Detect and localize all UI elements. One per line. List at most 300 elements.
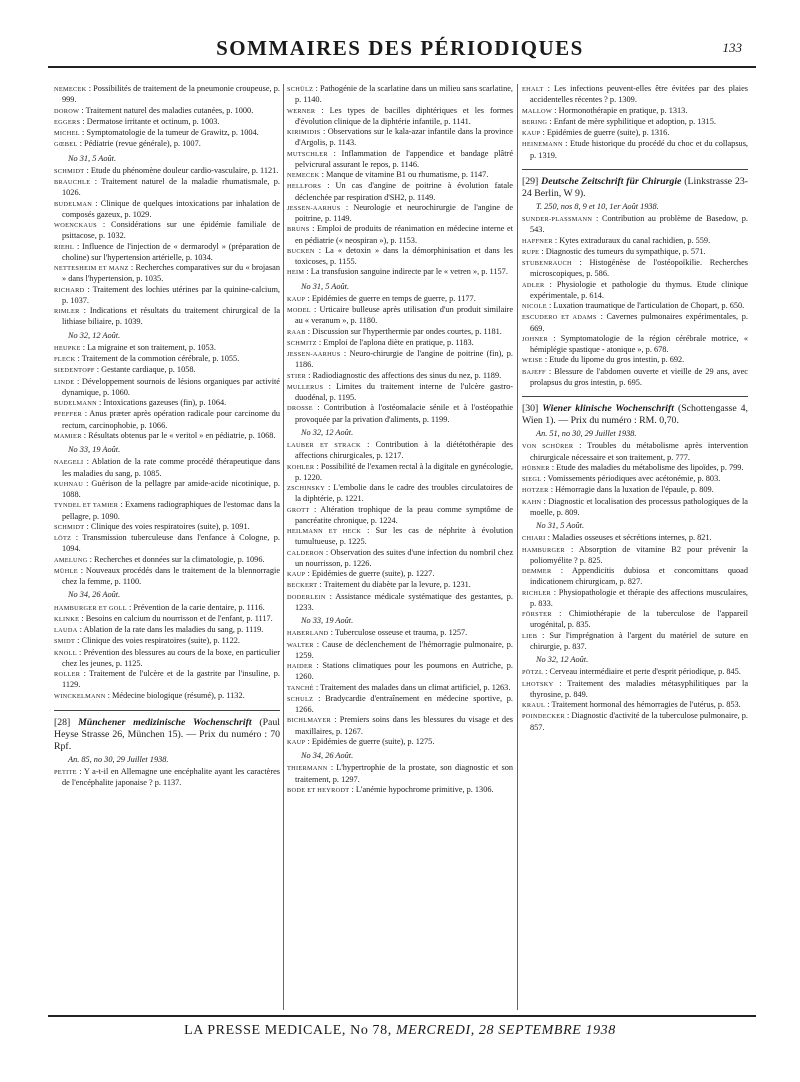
article-entry (522, 700, 748, 711)
article-title: : La « detoxin » dans la démorphinisation et dans les toxicoses, p. 1155. (295, 245, 513, 266)
article-title: : Cerveau intermédiaire et perte d'esprit périodique, p. 845. (545, 667, 741, 677)
author-name: HELLFORS (287, 183, 322, 191)
article-entry (54, 648, 280, 670)
article-entry (54, 306, 280, 328)
article-title: : Observation des suites d'une infection du nombril chez un nourrisson, p. 1226. (295, 547, 513, 568)
article-title: : Etude historique du procédé du choc et du collapsus, p. 1319. (530, 139, 749, 160)
article-title: : Maladies osseuses et sécrétions internes, p. 821. (547, 533, 712, 543)
section-rule (522, 396, 748, 397)
article-entry (54, 614, 280, 625)
journal-number: [29] (522, 175, 539, 187)
article-title: : Considérations sur une épidémie familiale de psittacose, p. 1032. (62, 220, 281, 241)
author-name: HEILMANN ET HECK (287, 528, 362, 535)
article-title: : Influence de l'injection de « dermarodyl » (préparation de choline) sur l'hypertension artérielle, p. 1034. (62, 241, 281, 262)
article-entry (54, 636, 280, 647)
article-title: : Un cas d'angine de poitrine à évolution fatale déclenchée par respiration d'SH2, p. 1149. (295, 181, 513, 202)
article-title: : Possibilité de l'examen rectal à la digitale en gynécologie, p. 1220. (295, 461, 513, 482)
author-name: GROTT (287, 506, 310, 514)
article-title: : Hémorragie dans la luxation de l'épaule, p. 809. (550, 485, 714, 495)
article-title: : Contribution à l'ostéomalacie sénile et à l'ostéopathie provoquée par la privation d'aliments, p. 1199. (295, 403, 513, 424)
article-title: : L'embolie dans le cadre des troubles circulatoires de la diphtérie, p. 1221. (295, 483, 513, 504)
article-title: : Neurologie et neurochirurgie de l'angine de poitrine, p. 1149. (295, 202, 513, 223)
author-name: EGGERS (54, 118, 81, 126)
article-entry (287, 580, 513, 591)
article-title: : Inflammation de l'appendice et bandage plâtré pelvicrural assurant le repos, p. 1146. (295, 148, 513, 169)
article-title: : La migraine et son traitement, p. 1053. (82, 342, 216, 352)
author-name: DODERLEIN (287, 593, 326, 601)
author-name: ROLLER (54, 671, 81, 678)
article-title: : Gestante cardiaque, p. 1058. (96, 365, 196, 375)
article-entry (287, 628, 513, 639)
volume-line: T. 250, nos 8, 9 et 10, 1er Août 1938. (536, 201, 659, 211)
author-name: SCHMIDT (54, 167, 85, 175)
issue-heading: No 32, 12 Août. (68, 330, 121, 340)
author-name: DOROW (54, 107, 80, 115)
article-entry (522, 334, 748, 356)
author-name: RIMLER (54, 308, 80, 315)
article-title: : Sur les cas de néphrite à évolution tumultueuse, p. 1225. (295, 526, 513, 547)
author-name: MICHEL (54, 130, 80, 137)
article-entry (287, 661, 513, 683)
article-title: : L'hypertrophie de la prostate, son diagnostic et son traitement, p. 1297. (295, 763, 513, 784)
article-title: : Altération trophique de la peau comme symptôme de pancréatite chronique, p. 1224. (295, 504, 513, 525)
author-name: BUDELMANN (54, 400, 97, 407)
footer-rule (48, 1015, 756, 1017)
author-name: DROSSE (287, 405, 313, 413)
article-title: : Cavernes pulmonaires expérimentales, p. 669. (530, 312, 748, 333)
article-title: : Traitement des lochies utérines par la quinine-calcium, p. 1037. (62, 284, 281, 305)
author-name: WALTER (287, 641, 314, 649)
article-entry (287, 305, 513, 327)
author-name: CALDERON (287, 549, 324, 557)
column-divider (283, 84, 284, 1010)
article-title: : Résultats obtenus par le « veritol » en pédiatrie, p. 1068. (83, 430, 276, 440)
article-entry (287, 149, 513, 171)
journal-name: Münchener medizinische Wochenschrift (78, 716, 252, 728)
article-entry (54, 220, 280, 242)
author-name: SIEDENTOPF (54, 367, 95, 375)
article-entry (54, 285, 280, 307)
author-name: PFEFFER (54, 411, 83, 419)
article-entry (522, 117, 748, 128)
author-name: STUBENRAUCH (522, 260, 572, 267)
article-entry (54, 117, 280, 128)
journal-header (522, 176, 748, 200)
author-name: BRUNS (287, 226, 310, 234)
page-title: SOMMAIRES DES PÉRIODIQUES (216, 36, 584, 60)
author-name: HOTZER (522, 487, 549, 495)
article-title: : Bradycardie d'entraînement en médecine sportive, p. 1266. (295, 693, 514, 714)
author-name: KUHNAU (54, 480, 84, 488)
issue-heading: No 33, 19 Août. (301, 616, 354, 625)
author-name: HAMBURGER ET GOLL (54, 604, 127, 612)
article-entry (287, 127, 513, 149)
author-name: NICOLE (522, 303, 547, 310)
article-entry (54, 166, 280, 177)
article-entry (522, 545, 748, 567)
article-entry (54, 603, 280, 614)
article-title: : Transmission tuberculeuse dans l'enfance à Cologne, p. 1094. (62, 533, 280, 554)
article-title: : Y a-t-il en Allemagne une encéphalite ayant les caractères de l'encéphalite japonaise ? p. 1137. (62, 767, 281, 788)
article-title: : Traitement des malades dans un climat artificiel, p. 1263. (315, 682, 511, 692)
article-entry (522, 312, 748, 334)
article-entry (54, 691, 280, 702)
article-entry (287, 246, 513, 268)
author-name: MODEL (287, 307, 311, 314)
article-entry (287, 371, 513, 382)
author-name: RICHARD (54, 286, 85, 294)
article-entry (54, 398, 280, 409)
article-entry (287, 737, 513, 748)
issue-heading: No 32, 12 Août. (536, 655, 589, 664)
author-name: KIRIMIDIS (287, 129, 321, 136)
article-title: : Traitement hormonal des hémorragies de l'utérus, p. 853. (547, 700, 741, 709)
article-entry (522, 497, 748, 519)
article-entry (522, 474, 748, 485)
article-title: : Guérison de la pellagre par amide-acide nicotinique, p. 1088. (62, 478, 281, 499)
author-name: LAUBER ET STRACK (287, 442, 361, 449)
author-name: BUCKEN (287, 247, 315, 255)
article-entry (54, 263, 280, 285)
author-name: KRAUL (522, 702, 546, 709)
author-name: WOENCKAUS (54, 222, 97, 229)
author-name: KLINKE (54, 615, 80, 623)
author-name: TYNDEL ET TAMIER (54, 502, 119, 510)
article-entry (522, 679, 748, 701)
author-name: MAMIER (54, 432, 82, 440)
article-title: : Ablation de la rate comme procédé thérapeutique dans les maladies du sang, p. 1085. (62, 457, 281, 478)
author-name: SCHMITZ (287, 339, 317, 347)
author-name: HABERLAND (287, 630, 329, 638)
author-name: ADLER (522, 281, 545, 289)
journal-number: [30] (522, 403, 539, 414)
article-title: : Traitement des maladies métasyphilitiques par la thyrosine, p. 849. (530, 678, 749, 699)
author-name: KNOLL (54, 649, 77, 657)
author-name: HAFFNER (522, 237, 553, 245)
author-name: HEINEMANN (522, 141, 563, 149)
article-title: : Indications et résultats du traitement chirurgical de la lithiase biliaire, p. 1039. (62, 306, 281, 327)
article-title: : Possibilités de traitement de la pneumonie croupeuse, p. 999. (62, 84, 280, 105)
article-title: : Nouveaux procédés dans le traitement de la blennorragie chez la femme, p. 1100. (62, 565, 281, 586)
article-title: : Diagnostic des tumeurs du sympathique, p. 571. (541, 246, 706, 256)
article-entry (287, 84, 513, 106)
article-entry (287, 224, 513, 246)
issue-heading: No 32, 12 Août. (301, 427, 354, 437)
article-entry (54, 457, 280, 479)
article-entry (54, 106, 280, 117)
article-title: : Observations sur le kala-azar infantile dans la province d'Argolis, p. 1143. (295, 127, 513, 148)
article-entry (522, 711, 748, 733)
issue-heading: No 33, 19 Août. (68, 445, 121, 454)
author-name: LINDE (54, 378, 75, 386)
article-title: : Sur l'imprégnation à l'argent du matériel de suture en chirurgie, p. 837. (530, 630, 749, 651)
author-name: KOHLER (287, 463, 315, 471)
article-title: : Symptomatologie de la région cérébrale motrice, « hémiplégie spastique - atonique », p. 678. (530, 333, 749, 354)
author-name: DEMMER (522, 568, 552, 575)
author-name: LÖTZ (54, 535, 72, 542)
article-title: : Traitement naturel des maladies cutanées, p. 1000. (81, 105, 254, 115)
article-entry (522, 485, 748, 496)
article-entry (54, 199, 280, 221)
author-name: KAUP (287, 571, 306, 578)
article-title: : La transfusion sanguine indirecte par le « vetren », p. 1157. (306, 267, 508, 277)
journal-name: Wiener klinische Wochenschrift (542, 403, 675, 414)
author-name: LAUDA (54, 627, 78, 634)
author-name: STIER (287, 372, 306, 380)
article-entry (287, 569, 513, 580)
author-name: BICHLMAYER (287, 717, 332, 725)
article-entry (287, 170, 513, 181)
article-title: : Epidémies de guerre (suite), p. 1316. (542, 128, 670, 137)
article-title: : Enfant de mère syphilitique et adoption, p. 1315. (549, 116, 716, 126)
article-entry (522, 463, 748, 474)
article-title: : Diagnostic d'activité de la tuberculose pulmonaire, p. 857. (530, 711, 749, 732)
article-title: : Cause de déclenchement de l'hémorragie pulmonaire, p. 1259. (295, 639, 513, 660)
author-name: MUTSCHLER (287, 150, 328, 158)
author-name: RAAB (287, 328, 306, 336)
article-title: : Examens radiographiques de l'estomac dans la pellagre, p. 1090. (62, 500, 280, 521)
article-entry (522, 280, 748, 302)
article-entry (522, 667, 748, 678)
article-entry (54, 139, 280, 150)
article-entry (522, 566, 748, 588)
article-title: : Assistance médicale systématique des gestantes, p. 1233. (295, 591, 513, 612)
author-name: HEIM (287, 269, 305, 277)
author-name: CHIARI (522, 535, 546, 543)
author-name: TANCHÉ (287, 684, 314, 692)
author-name: HÜBNER (522, 464, 550, 472)
article-entry (522, 631, 748, 653)
article-title: : Prévention de la carie dentaire, p. 1116. (128, 602, 265, 612)
article-title: : Les types de bacilles diphtériques et les formes d'évolution clinique de la diphtérie infantile, p. 1141. (295, 105, 513, 126)
article-entry (287, 294, 513, 305)
article-entry (287, 203, 513, 225)
article-entry (287, 267, 513, 278)
author-name: RICHLER (522, 589, 552, 597)
journal-address: (Schottengasse 4, Wien 1). — Prix du numéro : RM. 0,70. (522, 403, 748, 426)
article-title: : Etude du lipome du gros intestin, p. 692. (544, 355, 685, 365)
article-entry (287, 106, 513, 128)
article-entry (522, 258, 748, 280)
article-title: : Kytes extraduraux du canal rachidien, p. 559. (554, 235, 711, 245)
article-entry (54, 479, 280, 501)
article-entry (287, 327, 513, 338)
article-title: : Physiologie et pathologie du thymus. Etude clinique expérimentale, p. 614. (530, 279, 748, 300)
page-number: 133 (722, 40, 742, 55)
author-name: WEISE (522, 357, 543, 365)
author-name: WINCKELMANN (54, 692, 106, 700)
article-entry (287, 592, 513, 614)
article-title: : Physiopathologie et thérapie des affections musculaires, p. 833. (530, 587, 748, 608)
article-entry (522, 301, 748, 312)
article-entry (522, 236, 748, 247)
journal-address: (Linkstrasse 23-24 Berlin, W 9). (522, 175, 749, 199)
author-name: NETTESHEIM ET MANZ (54, 265, 129, 272)
author-name: SCHMIDT (54, 523, 85, 531)
article-title: : Contribution au problème de Basedow, p. 543. (530, 214, 749, 235)
article-entry (287, 349, 513, 371)
author-name: KAUP (287, 295, 306, 303)
article-entry (287, 763, 513, 785)
article-entry (54, 555, 280, 566)
author-name: NEMECEK (287, 172, 320, 179)
author-name: BERING (522, 118, 548, 126)
author-name: EHALT (522, 86, 544, 93)
article-entry (522, 355, 748, 366)
journal-address: (Paul Heyse Strasse 26, München 15). — Prix du numéro : 70 Rpf. (54, 716, 280, 752)
volume-line: An. 51, no 30, 29 Juillet 1938. (536, 429, 637, 438)
article-title: : Absorption de vitamine B2 pour prévenir la poliomyélite ? p. 825. (530, 544, 748, 565)
article-entry (522, 247, 748, 258)
article-entry (287, 683, 513, 694)
article-entry (287, 462, 513, 484)
article-title: : Premiers soins dans les blessures du visage et des maxillaires, p. 1267. (295, 715, 513, 736)
issue-heading: No 31, 5 Août. (68, 153, 117, 163)
column-1 (54, 84, 280, 789)
article-entry (54, 242, 280, 264)
author-name: PETITE (54, 769, 77, 776)
article-entry (522, 128, 748, 139)
article-title: : Appendicitis dubiosa et concomittans quoad indicationem chirurgicam, p. 827. (530, 566, 749, 587)
article-entry (287, 715, 513, 737)
article-title: : Limites du traitement interne de l'ulcère gastro-duodénal, p. 1195. (295, 381, 513, 402)
article-title: : Recherches et données sur la climatologie, p. 1096. (89, 554, 265, 564)
author-name: THIERMANN (287, 765, 328, 773)
article-title: : Recherches comparatives sur du « brojasan » dans l'hypertension, p. 1035. (62, 263, 280, 284)
author-name: POINDECKER (522, 713, 565, 721)
article-entry (54, 431, 280, 442)
author-name: KAUP (522, 130, 541, 137)
journal-header (54, 717, 280, 753)
article-entry (522, 609, 748, 631)
article-title: : Discussion sur l'hyperthermie par ondes courtes, p. 1181. (307, 326, 502, 336)
article-entry (54, 343, 280, 354)
article-entry (287, 181, 513, 203)
author-name: KAHN (522, 498, 542, 506)
article-title: : Pédiatrie (revue générale), p. 1007. (79, 139, 201, 149)
article-title: : Radiodiagnostic des affections des sinus du nez, p. 1189. (308, 370, 502, 380)
article-title: : Traitement de la commotion cérébrale, p. 1055. (77, 354, 240, 363)
article-entry (287, 440, 513, 462)
article-title: : Etude des maladies du métabolisme des lipoïdes, p. 799. (551, 462, 744, 472)
author-name: SMIDT (54, 638, 76, 646)
article-entry (287, 382, 513, 404)
article-title: : Dermatose irritante et octinum, p. 1003. (82, 116, 220, 126)
author-name: MULLERUS (287, 383, 324, 391)
article-title: : Traitement de l'ulcère et de la gastrite par l'insuline, p. 1129. (62, 669, 280, 690)
article-title: : Anus præter après opération radicale pour carcinome du rectum, carcinophobie, p. 1066. (62, 409, 280, 430)
article-title: : Clinique de quelques intoxications par inhalation de composés gazeux, p. 1029. (62, 198, 280, 219)
author-name: SCHULZ (287, 695, 314, 703)
article-entry (287, 483, 513, 505)
author-name: VON SCHÜRER (522, 443, 574, 451)
article-entry (287, 403, 513, 425)
author-name: FLECK (54, 356, 76, 363)
article-entry (54, 128, 280, 139)
article-title: : Emploi de produits de réanimation en médecine interne et en pédiatrie (« neospiran »), p. 1153. (295, 224, 514, 245)
author-name: MÜHLE (54, 567, 78, 575)
article-entry (54, 566, 280, 588)
author-name: JESSEN-AARHUS (287, 204, 341, 212)
article-title: : Clinique des voies respiratoires (suite), p. 1091. (86, 521, 250, 531)
article-entry (522, 533, 748, 544)
article-entry (522, 441, 748, 463)
author-name: MALLOW (522, 107, 553, 115)
article-title: : Médecine biologique (résumé), p. 1132. (107, 690, 245, 700)
author-name: JOHNER (522, 335, 548, 343)
article-title: : Epidémies de guerre (suite), p. 1227. (307, 569, 435, 578)
article-title: : Traitement naturel de la maladie rhumatismale, p. 1026. (62, 177, 280, 198)
article-entry (54, 767, 280, 789)
author-name: BODE ET HEYRODT (287, 786, 350, 794)
article-title: : Intoxications gazeuses (fin), p. 1064. (99, 398, 227, 407)
article-title: : Besoins en calcium du nourrisson et de l'enfant, p. 1117. (81, 613, 273, 623)
journal-name: Deutsche Zeitschrift für Chirurgie (541, 175, 682, 187)
article-title: : Pathogénie de la scarlatine dans un milieu sans scarlatine, p. 1140. (295, 84, 513, 105)
column-2 (287, 84, 513, 796)
article-entry (54, 669, 280, 691)
author-name: SUNDER-PLASSMANN (522, 216, 593, 223)
author-name: ZSCHINSKY (287, 485, 326, 492)
article-title: : Epidémies de guerre en temps de guerre, p. 1177. (307, 293, 476, 303)
article-title: : Prévention des blessures au cours de la boxe, en particulier chez les jeunes, p. 1125. (62, 647, 280, 668)
article-title: : Hormonothérapie en pratique, p. 1313. (554, 105, 688, 115)
issue-heading: No 34, 26 Août. (301, 751, 354, 760)
article-entry (54, 533, 280, 555)
article-entry (54, 365, 280, 376)
section-rule (522, 169, 748, 170)
article-entry (54, 354, 280, 365)
article-entry (54, 522, 280, 533)
article-title: : Contribution à la diététothérapie des affections chirurgicales, p. 1217. (295, 440, 513, 461)
author-name: FÖRSTER (522, 611, 552, 618)
author-name: LHOTSKY (522, 680, 554, 688)
author-name: GŒBEL (54, 141, 78, 149)
author-name: SCHÜLZ (287, 86, 314, 93)
author-name: HAIDER (287, 663, 313, 670)
article-entry (522, 367, 748, 389)
article-title: : Clinique des voies respiratoires (suite), p. 1122. (77, 636, 241, 646)
article-title: : Blessure de l'abdomen ouverte et vieille de 29 ans, avec prolapsus du gros intestin, p. 695. (530, 366, 748, 387)
issue-heading: No 31, 5 Août. (301, 281, 350, 291)
article-title: : Chimiothérapie de la tuberculose de l'appareil urogénital, p. 835. (530, 609, 748, 630)
header-rule (48, 66, 756, 68)
footer-date: MERCREDI, 28 SEPTEMBRE 1938 (395, 1023, 616, 1038)
article-entry (54, 409, 280, 431)
footer (0, 1023, 800, 1039)
article-title: : L'anémie hypochrome primitive, p. 1306. (351, 784, 494, 794)
article-title: : Les infections peuvent-elles être évitées par des plaies accidentelles récentes ? p. 1309. (530, 84, 748, 105)
article-title: : Urticaire bulleuse après utilisation d'un produit similaire au « veranum », p. 1180. (295, 305, 514, 326)
author-name: NAEGELI (54, 459, 84, 467)
section-rule (54, 710, 280, 711)
article-title: : Epidémies de guerre (suite), p. 1275. (307, 736, 435, 746)
author-name: NEMECEK (54, 86, 87, 93)
author-name: BRAUCHLE (54, 179, 91, 186)
author-name: HAMBURGER (522, 546, 565, 554)
article-title: : Neuro-chirurgie de l'angine de poitrine (fin), p. 1186. (295, 349, 513, 370)
article-title: : Symptomatologie de la tumeur de Grawitz, p. 1004. (82, 128, 259, 137)
issue-heading: No 31, 5 Août. (536, 521, 585, 530)
article-entry (287, 526, 513, 548)
author-name: PÖTZL (522, 669, 544, 677)
column-3 (522, 84, 748, 733)
article-title: : Emploi de l'aplona diète en pratique, p. 1183. (318, 337, 474, 347)
article-entry (522, 106, 748, 117)
author-name: SIEGL (522, 476, 542, 483)
article-entry (54, 625, 280, 636)
article-entry (522, 588, 748, 610)
